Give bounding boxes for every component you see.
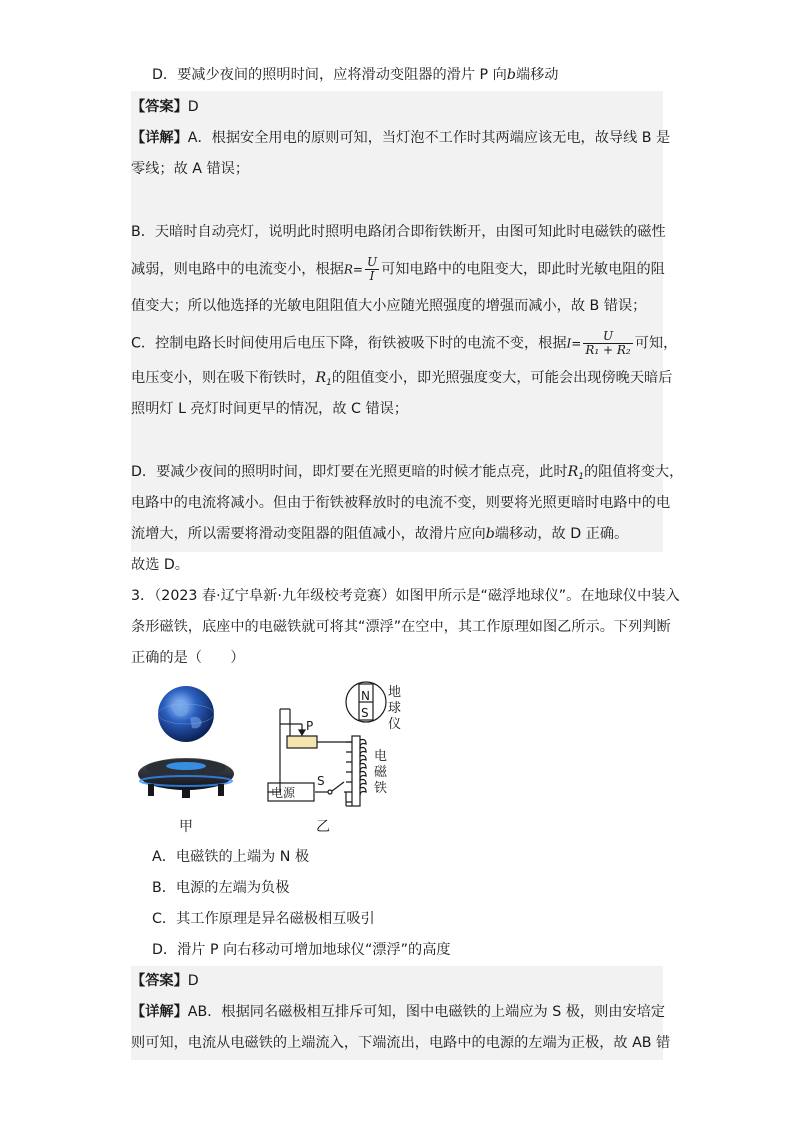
- formula-fraction: $\frac{U}{I}$: [366, 255, 378, 283]
- formula-fraction: $\frac{U}{\text{R₁ + R₂}}$: [585, 329, 631, 357]
- magnet-n-label: N: [361, 689, 370, 703]
- globe-label-char: 仪: [388, 717, 402, 732]
- magnet-s-label: S: [361, 706, 369, 720]
- switch-s-label: S: [317, 774, 325, 788]
- explain-d-line3: 流增大，所以需要将滑动变阻器的阻值减小，故滑片应向b端移动，故 D 正确。: [131, 526, 629, 542]
- globe-label-char: 地: [388, 685, 402, 700]
- electromagnet-label-char: 铁: [374, 781, 388, 796]
- explain-b-line2: 减弱，则电路中的电流变小，根据R= $\frac{U}{I}$ 可知电路中的电阻变大，即此时光敏电阻的阻: [131, 255, 665, 283]
- question3-option-d: D．滑片 P 向右移动可增加地球仪“漂浮”的高度: [152, 942, 451, 958]
- answer-value: D: [187, 99, 199, 115]
- explain-d-line2: 电路中的电流将减小。但由于衔铁被释放时的电流不变，则要将光照更暗时电路中的电: [131, 495, 671, 511]
- question3-figure: [130, 678, 450, 838]
- answer-line: [131, 970, 199, 992]
- explain-c-line1: C．控制电路长时间使用后电压下降，衔铁被吸下时的电流不变，根据I= $\frac{U}{\text{R₁ + R₂}}$ 可知，: [131, 329, 678, 357]
- answer-label: 【答案】: [131, 99, 188, 115]
- explain-label: 【详解】: [131, 130, 188, 146]
- answer-label: 【答案】: [131, 973, 188, 989]
- power-source-label: 电源: [271, 786, 296, 800]
- electromagnet-label-char: 电: [374, 749, 388, 764]
- figure-label-yi: 乙: [316, 819, 330, 835]
- maglev-globe-figure: [130, 678, 450, 838]
- globe-base-photo: [138, 758, 234, 798]
- explain-b-line1: B．天暗时自动亮灯，说明此时照明电路闭合即衔铁断开，由图可知此时电磁铁的磁性: [131, 224, 666, 240]
- question3-option-c: C．其工作原理是异名磁极相互吸引: [152, 911, 375, 927]
- explain-c-line3: 照明灯 L 亮灯时间更早的情况，故 C 错误；: [131, 401, 409, 417]
- slider-p-label: P: [306, 719, 314, 733]
- explain-conclusion: 故选 D。: [131, 557, 189, 573]
- explain-c-line2: 电压变小，则在吸下衔铁时，$R_1$的阻值变小，即光照强度变大，可能会出现傍晚天暗后: [131, 370, 673, 388]
- question3-option-b: B．电源的左端为负极: [152, 880, 290, 896]
- question3-option-a: A．电磁铁的上端为 N 极: [152, 849, 310, 865]
- explain-a-line1: 【详解】A．根据安全用电的原则可知，当灯泡不工作时其两端应该无电，故导线 B 是: [131, 130, 671, 146]
- explain-label: 【详解】: [131, 1004, 188, 1020]
- globe-label-char: 球: [388, 701, 402, 716]
- question3-stem-line2: 条形磁铁，底座中的电磁铁就可将其“漂浮”在空中，其工作原理如图乙所示。下列判断: [131, 619, 671, 635]
- answer-line: [131, 96, 199, 118]
- explain3-line2: 则可知，电流从电磁铁的上端流入，下端流出，电路中的电源的左端为正极，故 AB 错: [131, 1035, 671, 1051]
- explain-a-line2: 零线；故 A 错误；: [131, 161, 250, 177]
- question3-stem-line1: 3．（2023 春·辽宁阜新·九年级校考竞赛）如图甲所示是“磁浮地球仪”。在地球仪中装入: [131, 588, 680, 604]
- explain-d-line1: D．要减少夜间的照明时间，即灯要在光照更暗的时候才能点亮，此时$R_1$的阻值将变大，: [131, 464, 684, 482]
- question3-stem-line3: 正确的是（ ）: [131, 650, 245, 666]
- explain3-line1: 【详解】AB．根据同名磁极相互排斥可知，图中电磁铁的上端应为 S 极，则由安培定: [131, 1004, 666, 1020]
- globe-photo: [158, 686, 214, 742]
- figure-label-jia: 甲: [179, 819, 193, 835]
- electromagnet-label-char: 磁: [374, 765, 388, 780]
- prev-option-d: D．要减少夜间的照明时间，应将滑动变阻器的滑片 P 向b端移动: [152, 67, 559, 83]
- explain-b-line3: 值变大；所以他选择的光敏电阻阻值大小应随光照强度的增强而减小，故 B 错误；: [131, 298, 647, 314]
- answer-value: D: [187, 973, 199, 989]
